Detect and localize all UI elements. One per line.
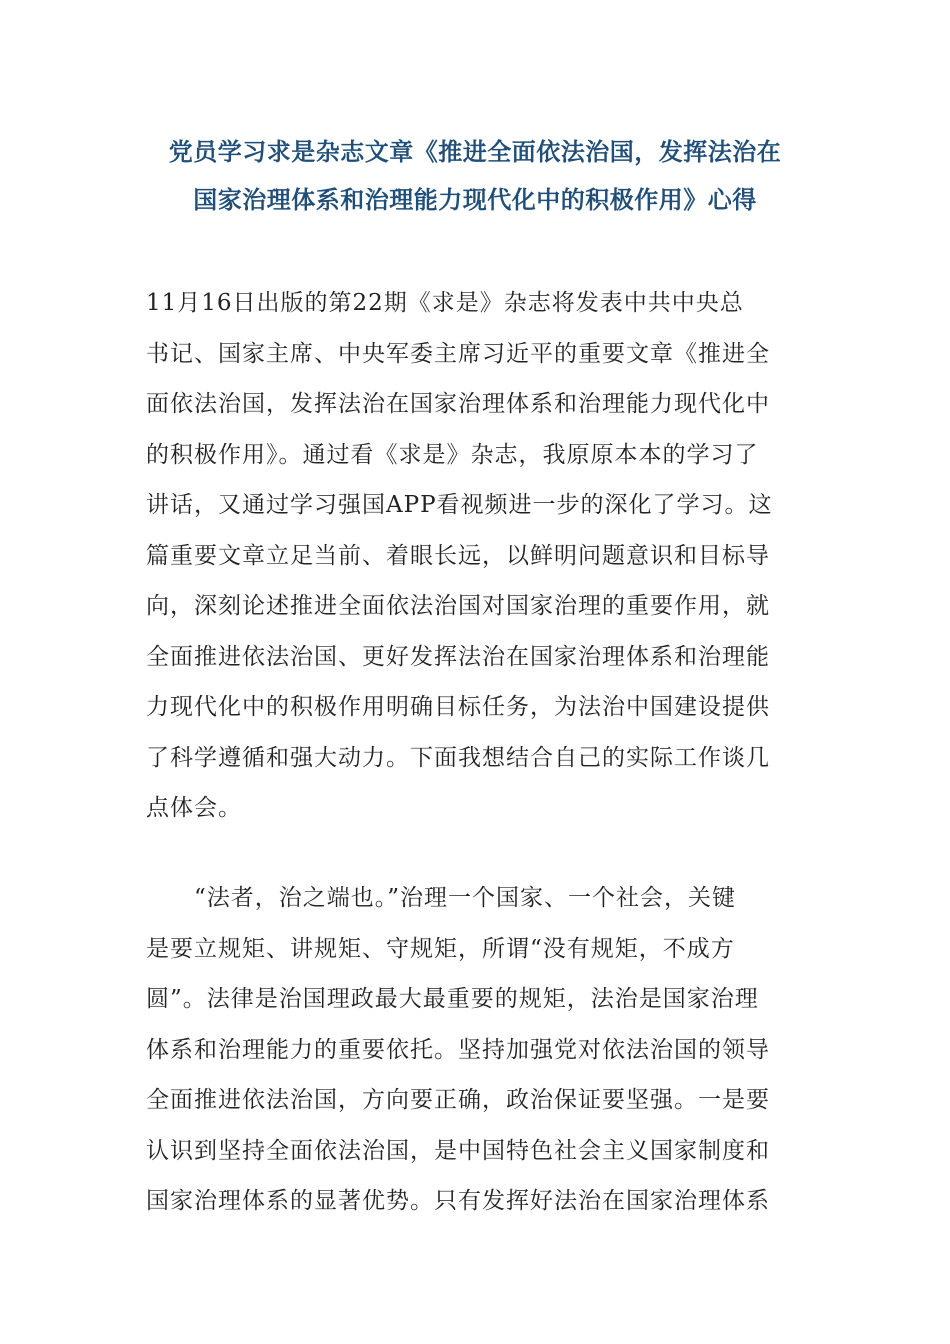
text-line: 点体会。 bbox=[146, 795, 242, 821]
text-line: 国家治理体系的显著优势。只有发挥好法治在国家治理体系 bbox=[146, 1188, 770, 1214]
text-line: 认识到坚持全面依法治国，是中国特色社会主义国家制度和 bbox=[146, 1137, 770, 1164]
text-line: “法者，治之端也。”治理一个国家、一个社会，关键 bbox=[146, 885, 737, 911]
paragraph-2 bbox=[146, 873, 810, 1227]
text-line: 了科学遵循和强大动力。下面我想结合自己的实际工作谈几 bbox=[146, 744, 770, 771]
text-line: 11月16日出版的第22期《求是》杂志将发表中共中央总 bbox=[146, 290, 744, 316]
text-line: 是要立规矩、讲规矩、守规矩，所谓“没有规矩，不成方 bbox=[146, 935, 735, 962]
title-line: 党员学习求是杂志文章《推进全面依法治国，发挥法治在 bbox=[168, 138, 782, 166]
text-line: 的积极作用》。通过看《求是》杂志，我原原本本的学习了 bbox=[146, 441, 759, 468]
title-line: 国家治理体系和治理能力现代化中的积极作用》心得 bbox=[193, 186, 757, 214]
text-line: 全面推进依法治国、更好发挥法治在国家治理体系和治理能 bbox=[146, 643, 770, 670]
text-line: 全面推进依法治国，方向要正确，政治保证要坚强。一是要 bbox=[146, 1087, 770, 1113]
text-line: 向，深刻论述推进全面依法治国对国家治理的重要作用，就 bbox=[146, 593, 770, 619]
text-line: 书记、国家主席、中央军委主席习近平的重要文章《推进全 bbox=[146, 340, 770, 367]
text-line: 篇重要文章立足当前、着眼长远，以鲜明问题意识和目标导 bbox=[146, 542, 770, 569]
text-line: 圆”。法律是治国理政最大最重要的规矩，法治是国家治理 bbox=[146, 986, 759, 1012]
paragraph-1 bbox=[146, 278, 810, 834]
text-line: 体系和治理能力的重要依托。坚持加强党对依法治国的领导 bbox=[146, 1036, 770, 1063]
text-line: 力现代化中的积极作用明确目标任务，为法治中国建设提供 bbox=[146, 694, 770, 720]
text-line: 面依法治国，发挥法治在国家治理体系和治理能力现代化中 bbox=[146, 391, 770, 417]
text-line: 讲话，又通过学习强国APP看视频进一步的深化了学习。这 bbox=[146, 492, 773, 518]
document-title bbox=[120, 128, 830, 224]
